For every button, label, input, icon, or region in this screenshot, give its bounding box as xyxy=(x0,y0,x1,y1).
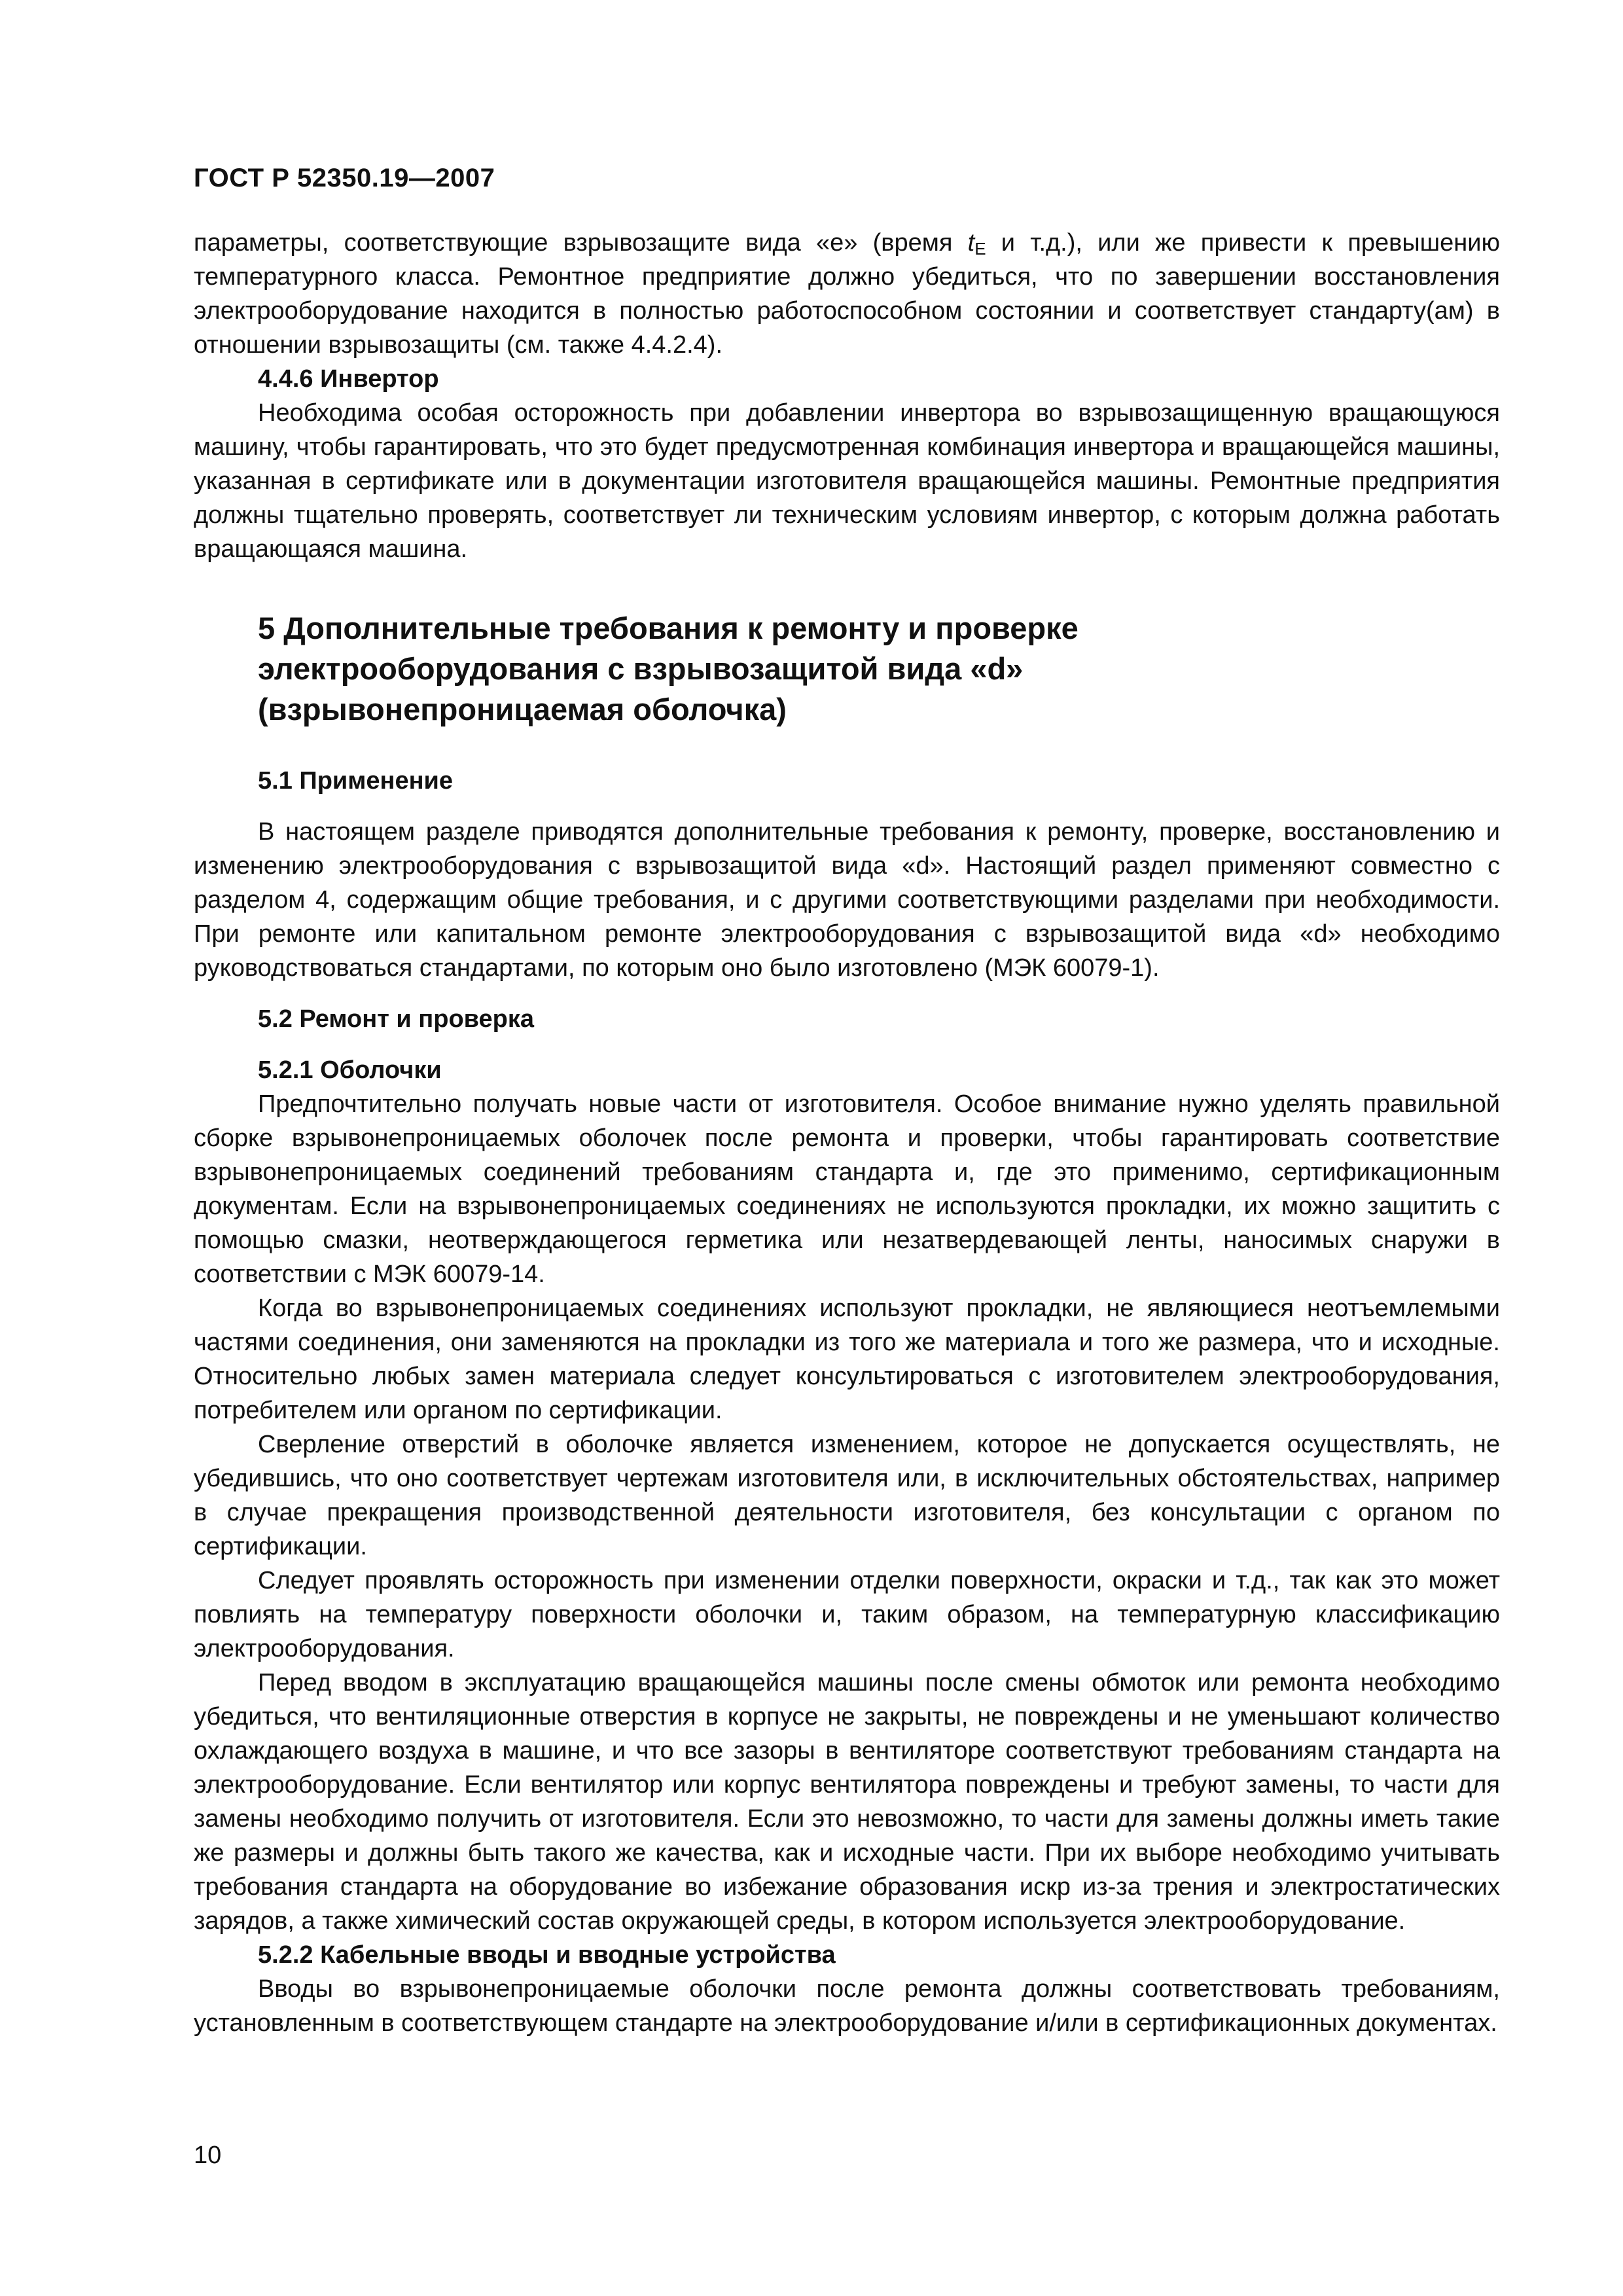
variable-t: t xyxy=(967,229,975,257)
paragraph-5-1: В настоящем разделе приводятся дополнительные требования к ремонту, проверке, восстановлению и изменению электрооборудования с взрывозащитой вида «d». Настоящий раздел применяют совместно с разделом 4, содержащим общие требования, и с другими соответствующими разделами при необходимости. При ремонте или капитальном ремонте электрооборудования с взрывозащитой вида «d» необходимо руководствоваться стандартами, по которым оно было изготовлено (МЭК 60079-1). xyxy=(194,818,1500,982)
paragraph-continued-part2: и т.д.), или же привести к превышению температурного класса. Ремонтное предприятие должно убедиться, что по завершении восстановления электрооборудование находится в полностью работоспособном состоянии и соответствует стандарту(ам) в отношении взрывозащиты (см. также 4.4.2.4). xyxy=(194,229,1500,359)
paragraph-5-2-1-b: Когда во взрывонепроницаемых соединениях используют прокладки, не являющиеся неотъемлемыми частями соединения, они заменяются на прокладки из того же материала и того же размера, что и исходные. Относительно любых замен материала следует консультироваться с изготовителем электрооборудования, потребителем или органом по сертификации. xyxy=(194,1295,1500,1424)
heading-5-2-2: 5.2.2 Кабельные вводы и вводные устройства xyxy=(258,1941,836,1969)
page-body xyxy=(194,226,1500,2040)
heading-section-5-line1: 5 Дополнительные требования к ремонту и проверке xyxy=(258,611,1079,645)
heading-section-5 xyxy=(194,608,1500,730)
heading-5-1: 5.1 Применение xyxy=(258,767,454,795)
paragraph-5-2-1-e: Перед вводом в эксплуатацию вращающейся машины после смены обмоток или ремонта необходимо убедиться, что вентиляционные отверстия в корпусе не закрыты, не повреждены и не уменьшают количество охлаждающего воздуха в машине, и что все зазоры в вентиляторе соответствуют требованиям стандарта на электрооборудование. Если вентилятор или корпус вентилятора повреждены и требуют замены, то части для замены необходимо получить от изготовителя. Если это невозможно, то части для замены должны иметь такие же размеры и должны быть такого же качества, как и исходные части. При их выборе необходимо учитывать требования стандарта на оборудование во избежание образования искр из-за трения и электростатических зарядов, а также химический состав окружающей среды, в котором используется электрооборудование. xyxy=(194,1669,1500,1935)
heading-5-2-1: 5.2.1 Оболочки xyxy=(258,1056,442,1084)
page-number: 10 xyxy=(194,2142,222,2169)
variable-subscript-e: E xyxy=(974,239,986,259)
paragraph-continued xyxy=(194,226,1500,362)
heading-section-5-line2: электрооборудования с взрывозащитой вида «d» xyxy=(258,651,1024,686)
paragraph-5-2-1-d: Следует проявлять осторожность при изменении отделки поверхности, окраски и т.д., так как это может повлиять на температуру поверхности оболочки и, таким образом, на температурную классификацию электрооборудования. xyxy=(194,1567,1500,1662)
running-header-standard-code: ГОСТ Р 52350.19—2007 xyxy=(194,164,495,192)
paragraph-5-2-1-c: Сверление отверстий в оболочке является изменением, которое не допускается осуществлять, не убедившись, что оно соответствует чертежам изготовителя или, в исключительных обстоятельствах, например в случае прекращения производственной деятельности изготовителя, без консультации с органом по сертификации. xyxy=(194,1431,1500,1560)
paragraph-5-2-2: Вводы во взрывонепроницаемые оболочки после ремонта должны соответствовать требованиям, установленным в соответствующем стандарте на электрооборудование и/или в сертификационных документах. xyxy=(194,1975,1500,2037)
heading-section-5-line3: (взрывонепроницаемая оболочка) xyxy=(258,692,787,726)
paragraph-4-4-6: Необходима особая осторожность при добавлении инвертора во взрывозащищенную вращающуюся машину, чтобы гарантировать, что это будет предусмотренная комбинация инвертора и вращающейся машины, указанная в сертификате или в документации изготовителя вращающейся машины. Ремонтные предприятия должны тщательно проверять, соответствует ли техническим условиям инвертор, с которым должна работать вращающаяся машина. xyxy=(194,399,1500,563)
paragraph-continued-part1: параметры, соответствующие взрывозащите вида «е» (время xyxy=(194,229,968,257)
heading-5-2: 5.2 Ремонт и проверка xyxy=(258,1005,535,1033)
paragraph-5-2-1-a: Предпочтительно получать новые части от изготовителя. Особое внимание нужно уделять правильной сборке взрывонепроницаемых оболочек после ремонта и проверки, чтобы гарантировать соответствие взрывонепроницаемых соединений требованиям стандарта и, где это применимо, сертификационным документам. Если на взрывонепроницаемых соединениях не используются прокладки, их можно защитить с помощью смазки, неотверждающегося герметика или незатвердевающей ленты, наносимых снаружи в соответствии с МЭК 60079-14. xyxy=(194,1090,1500,1288)
heading-4-4-6: 4.4.6 Инвертор xyxy=(258,365,439,393)
